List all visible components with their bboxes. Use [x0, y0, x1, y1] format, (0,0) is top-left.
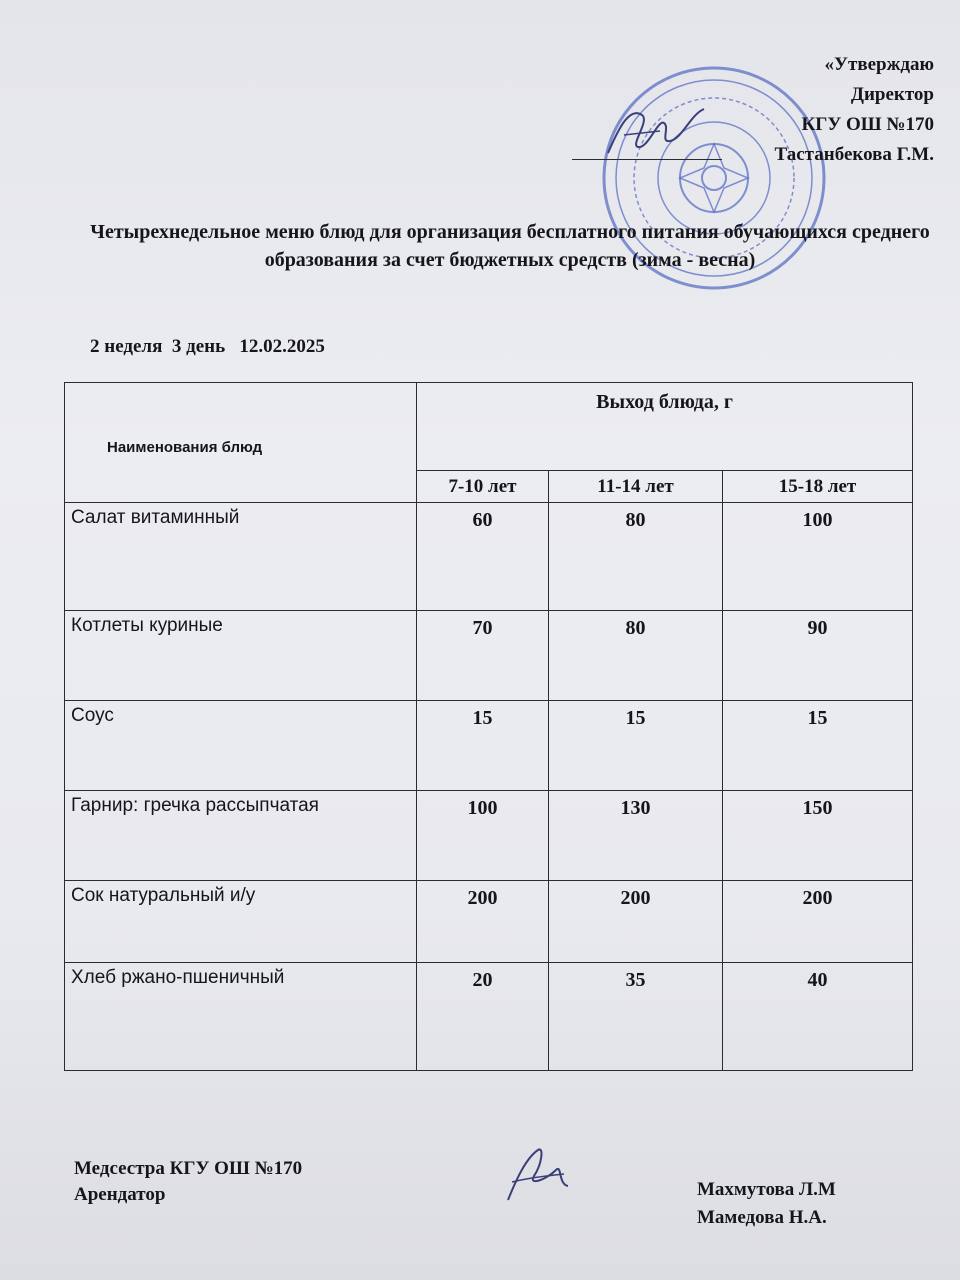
- portion-15-18: 200: [723, 881, 913, 963]
- dish-name: Котлеты куриные: [65, 611, 417, 701]
- table-row: [65, 701, 913, 791]
- approval-block: [775, 50, 934, 170]
- age-header-15-18: 15-18 лет: [723, 471, 913, 503]
- age-header-7-10: 7-10 лет: [417, 471, 549, 503]
- portion-7-10: 15: [417, 701, 549, 791]
- tenant-name: Мамедова Н.А.: [697, 1207, 827, 1228]
- dish-name: Салат витаминный: [65, 503, 417, 611]
- tenant-title: Арендатор: [74, 1184, 166, 1205]
- portion-15-18: 100: [723, 503, 913, 611]
- dish-name: Сок натуральный и/у: [65, 881, 417, 963]
- portion-11-14: 15: [549, 701, 723, 791]
- director-signature: [600, 95, 710, 165]
- menu-table: [64, 382, 913, 1071]
- footer-right-block: [697, 1176, 836, 1232]
- portion-15-18: 90: [723, 611, 913, 701]
- table-row: [65, 503, 913, 611]
- portion-11-14: 130: [549, 791, 723, 881]
- table-row: [65, 791, 913, 881]
- portion-11-14: 200: [549, 881, 723, 963]
- portion-15-18: 15: [723, 701, 913, 791]
- portion-7-10: 200: [417, 881, 549, 963]
- portion-7-10: 70: [417, 611, 549, 701]
- nurse-name: Махмутова Л.М: [697, 1179, 836, 1200]
- dish-name-header: Наименования блюд: [65, 383, 417, 503]
- nurse-title: Медсестра КГУ ОШ №170: [74, 1158, 303, 1179]
- nurse-signature: [498, 1140, 578, 1210]
- output-header: Выход блюда, г: [417, 383, 913, 471]
- signature-line: [572, 159, 722, 160]
- dish-name: Соус: [65, 701, 417, 791]
- portion-7-10: 100: [417, 791, 549, 881]
- portion-15-18: 150: [723, 791, 913, 881]
- age-header-11-14: 11-14 лет: [549, 471, 723, 503]
- approval-line-2: Директор: [850, 84, 934, 105]
- footer-left-block: [74, 1156, 302, 1208]
- portion-7-10: 60: [417, 503, 549, 611]
- table-row: [65, 963, 913, 1071]
- portion-11-14: 80: [549, 503, 723, 611]
- table-row: [65, 881, 913, 963]
- portion-11-14: 35: [549, 963, 723, 1071]
- portion-7-10: 20: [417, 963, 549, 1071]
- dish-name: Хлеб ржано-пшеничный: [65, 963, 417, 1071]
- document-title: Четырехнедельное меню блюд для организация бесплатного питания обучающихся среднего образования за счет бюджетных средств (зима - весна): [90, 221, 930, 271]
- portion-15-18: 40: [723, 963, 913, 1071]
- approval-line-3: КГУ ОШ №170: [801, 114, 934, 135]
- dish-name: Гарнир: гречка рассыпчатая: [65, 791, 417, 881]
- approval-line-4: Тастанбекова Г.М.: [774, 144, 934, 165]
- week-day-date: 2 неделя 3 день 12.02.2025: [90, 336, 325, 357]
- portion-11-14: 80: [549, 611, 723, 701]
- approval-line-1: «Утверждаю: [824, 54, 934, 75]
- table-row: [65, 611, 913, 701]
